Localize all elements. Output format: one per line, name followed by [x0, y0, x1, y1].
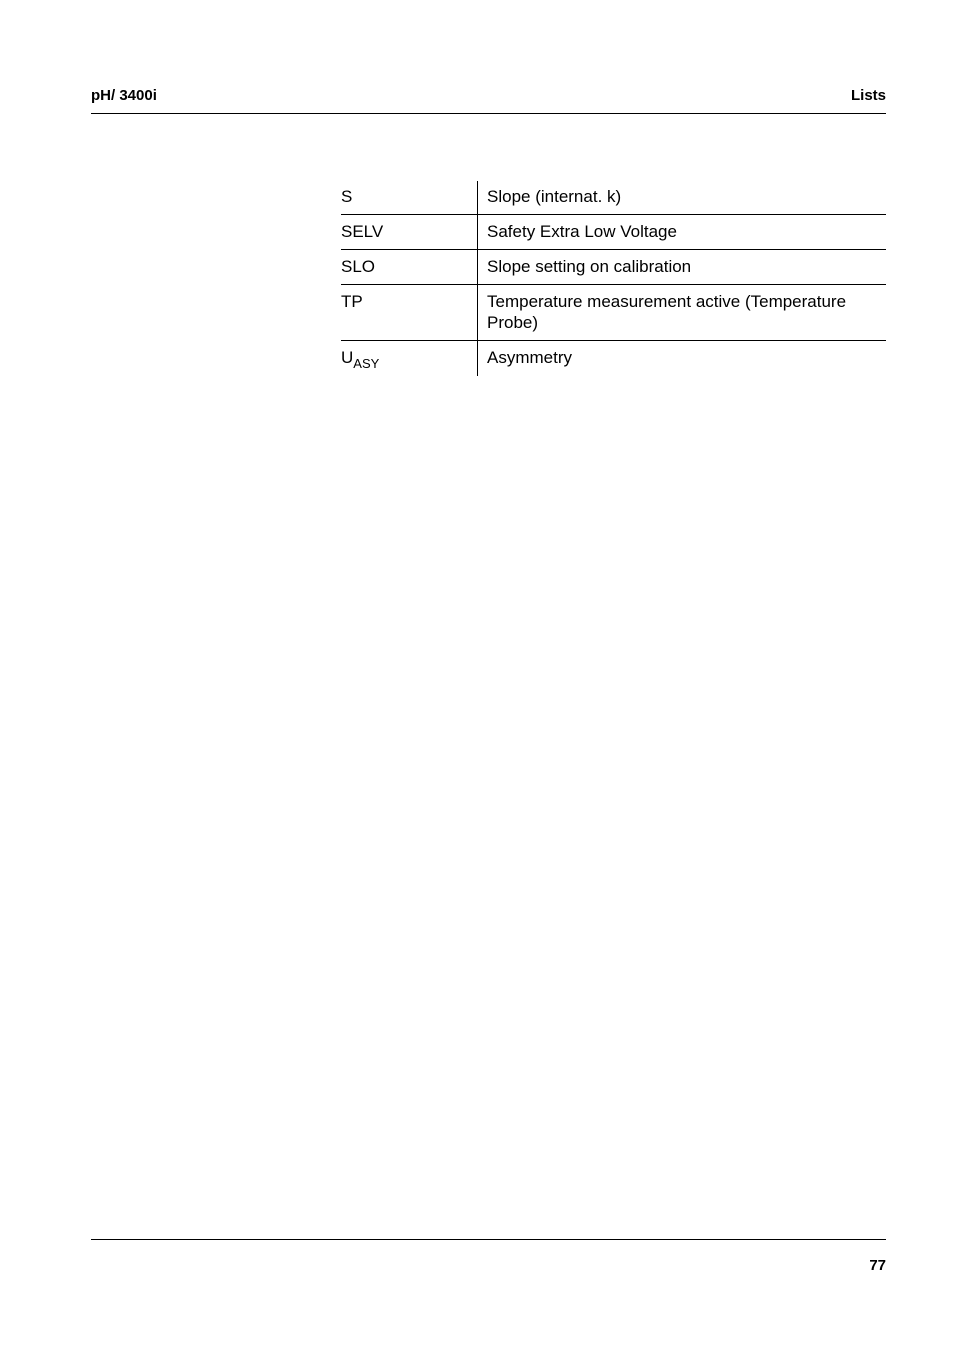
table-row: [341, 285, 886, 341]
abbreviation-description: Temperature measurement active (Temperature Probe): [478, 285, 887, 341]
header-divider: [91, 113, 886, 114]
header-title: pH/ 3400i: [91, 87, 157, 104]
abbreviation-description: Slope setting on calibration: [478, 250, 887, 285]
table-row: [341, 250, 886, 285]
term-subscript: ASY: [353, 356, 380, 371]
table-row: [341, 181, 886, 215]
abbreviations-table: [341, 181, 886, 376]
abbreviation-term: SLO: [341, 250, 478, 285]
footer-divider: [91, 1239, 886, 1240]
abbreviation-description: Safety Extra Low Voltage: [478, 215, 887, 250]
page-number: 77: [869, 1257, 886, 1274]
abbreviation-description: Slope (internat. k): [487, 187, 622, 206]
abbreviation-term: S: [341, 181, 478, 215]
term-main: U: [341, 348, 354, 367]
abbreviation-term: [341, 341, 478, 377]
table-row: [341, 215, 886, 250]
abbreviation-description: Asymmetry: [478, 341, 887, 377]
abbreviation-term: SELV: [341, 215, 478, 250]
table-row: [341, 341, 886, 377]
header-section: Lists: [850, 87, 886, 104]
abbreviation-term: TP: [341, 285, 478, 341]
